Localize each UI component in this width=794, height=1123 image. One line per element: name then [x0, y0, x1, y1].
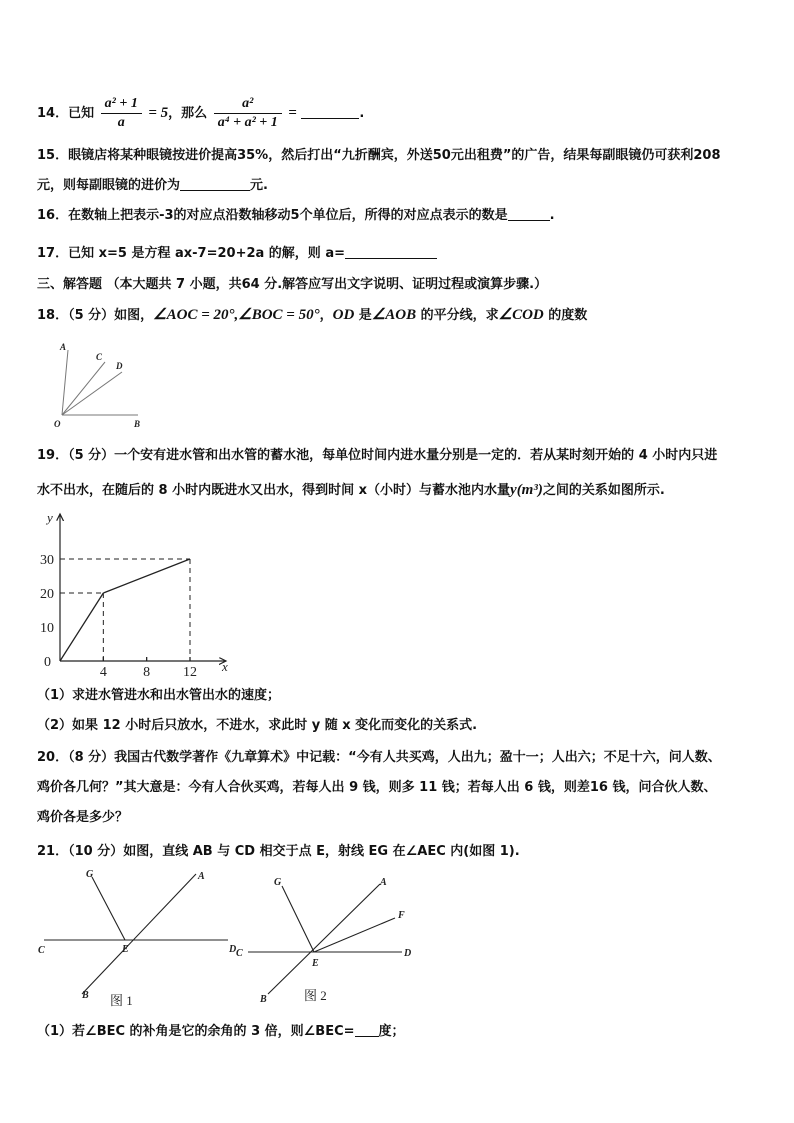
q14-frac2-numerator: a² [214, 95, 282, 114]
label-d: D [116, 361, 123, 371]
fig1-label-b: B [82, 990, 89, 1001]
q14-fraction-2 [214, 95, 282, 132]
question-19-line-1: 19．（5 分）一个安有进水管和出水管的蓄水池，每单位时间内进水量分别是一定的．若从某时刻开始的 4 小时内只进 [37, 448, 718, 463]
label-a: A [60, 342, 67, 352]
fig2-label-e: E [312, 958, 319, 969]
fig2-label-f: F [398, 910, 405, 921]
q18-text-d: 的平分线，求 [416, 308, 499, 323]
line-ab [268, 884, 380, 994]
q14-fraction-1 [101, 95, 142, 132]
q18-text-e: 的度数 [543, 308, 588, 323]
q18-angle-math: ∠AOC = 20°,∠BOC = 50° [153, 307, 320, 323]
question-20-line-1: 20．（8 分）我国古代数学著作《九章算术》中记载：“今有人共买鸡，人出九；盈十一；人出六；不足十六，问人数、 [37, 750, 721, 765]
x-tick-label: 4 [99, 665, 107, 676]
q15-text-a: 元，则每副眼镜的进价为 [37, 178, 181, 193]
fig1-label-d: D [229, 944, 237, 955]
q14-number: 14 [37, 106, 56, 121]
fig2-label-d: D [404, 948, 412, 959]
q18-text-c: 是 [354, 308, 372, 323]
x-tick-label: 8 [143, 665, 151, 676]
y-tick-label: 20 [40, 587, 54, 602]
q15-answer-blank[interactable] [180, 176, 250, 191]
q18-aob: ∠AOB [371, 307, 417, 323]
fig1-label-a: A [198, 871, 205, 882]
q21-answer-blank[interactable] [355, 1022, 379, 1037]
q21-sub1-text-b: 度； [378, 1024, 405, 1039]
q14-frac2-denominator: a⁴ + a² + 1 [217, 115, 278, 130]
q17-answer-blank[interactable] [345, 244, 437, 259]
y-tick-label: 30 [40, 553, 54, 568]
fig1-label-g: G [86, 869, 94, 880]
question-20-line-2: 鸡价各几何？”其大意是：今有人合伙买鸡，若每人出 9 钱，则多 11 钱；若每人出 6 钱，则差16 钱，问合伙人数、 [37, 780, 717, 795]
chart-origin-label: 0 [44, 655, 51, 670]
label-o: O [54, 419, 61, 429]
fig2-label-a: A [380, 877, 387, 888]
question-19-line-2 [37, 480, 665, 501]
q14-equals-value: = 5 [148, 105, 169, 121]
ray-oa [62, 350, 68, 415]
fig2-label-b: B [260, 994, 267, 1005]
question-21-sub-1 [37, 1022, 405, 1042]
q18-cod: ∠COD [498, 307, 544, 323]
chart-y-label: y [47, 510, 53, 525]
question-21: 21．（10 分）如图，直线 AB 与 CD 相交于点 E，射线 EG 在∠AEC 内(如图 1). [37, 844, 520, 859]
question-20-line-3: 鸡价各是多少？ [37, 810, 129, 825]
question-15-line-2 [37, 176, 268, 196]
ray-ef [314, 918, 395, 952]
label-c: C [96, 352, 103, 362]
series-segment [103, 559, 190, 593]
q19-y: y [510, 482, 517, 498]
section-3-header: 三、解答题 （本大题共 7 小题，共64 分.解答应写出文字说明、证明过程或演算步骤.） [37, 277, 548, 292]
q14-prefix: ．已知 [55, 106, 95, 121]
q16-text: 16．在数轴上把表示-3的对应点沿数轴移动5个单位后，所得的对应点表示的数是 [37, 208, 508, 223]
question-14: 14．已知 $\frac{\text{a² + 1}}{a}$ = 5，那么 $\frac{\text{a²}}{\text{a⁴ + a² + 1}}$ = . [37, 96, 365, 130]
label-b: B [134, 419, 141, 429]
question-19-sub-1: （1）求进水管进水和出水管出水的速度； [37, 688, 281, 703]
q19-text-a: 水不出水，在随后的 8 小时内既进水又出水，得到时间 x（小时）与蓄水池内水量 [37, 483, 511, 498]
question-17 [37, 244, 437, 264]
q16-tail: . [549, 208, 555, 223]
q14-tail: = [288, 105, 297, 121]
q21-figure-1 [30, 866, 250, 1014]
y-tick-label: 10 [40, 621, 54, 636]
question-18 [37, 305, 587, 326]
line-ab [82, 874, 196, 994]
q18-text-a: 18．（5 分）如图， [37, 308, 154, 323]
q14-mid: ，那么 [168, 106, 208, 121]
water-volume-chart [30, 508, 240, 676]
q14-frac1-denominator: a [117, 115, 125, 130]
q18-od: OD [332, 307, 355, 323]
fig1-label-e: E [122, 944, 129, 955]
q19-unit: (m³) [516, 482, 543, 498]
question-15-line-1: 15．眼镜店将某种眼镜按进价提高35%，然后打出“九折酬宾，外送50元出租费”的广告，结果每副眼镜仍可获利208 [37, 148, 721, 163]
fig2-caption: 图 2 [304, 988, 327, 1003]
ray-eg [92, 877, 125, 940]
series-segment [60, 593, 103, 661]
q18-angle-figure [50, 340, 160, 435]
fig2-label-g: G [274, 877, 282, 888]
fig1-label-c: C [38, 945, 45, 956]
chart-x-label: x [222, 659, 228, 674]
q17-text: 17．已知 x=5 是方程 ax-7=20+2a 的解，则 a= [37, 246, 346, 261]
q21-sub1-text-a: （1）若∠BEC 的补角是它的余角的 3 倍，则∠BEC= [37, 1024, 355, 1039]
question-16 [37, 206, 555, 226]
q16-answer-blank[interactable] [508, 206, 550, 221]
question-19-sub-2: （2）如果 12 小时后只放水，不进水，求此时 y 随 x 变化而变化的关系式. [37, 718, 478, 733]
q15-text-b: 元. [250, 178, 268, 193]
q14-frac1-numerator: a² + 1 [101, 95, 142, 114]
q14-answer-blank[interactable] [301, 104, 359, 119]
q21-figure-2 [230, 866, 430, 1014]
q19-text-b: 之间的关系如图所示. [542, 483, 665, 498]
fig2-label-c: C [236, 948, 243, 959]
fig1-caption: 图 1 [110, 993, 133, 1008]
ray-eg [282, 886, 314, 952]
q18-text-b: ， [319, 308, 333, 323]
x-tick-label: 12 [183, 665, 197, 676]
